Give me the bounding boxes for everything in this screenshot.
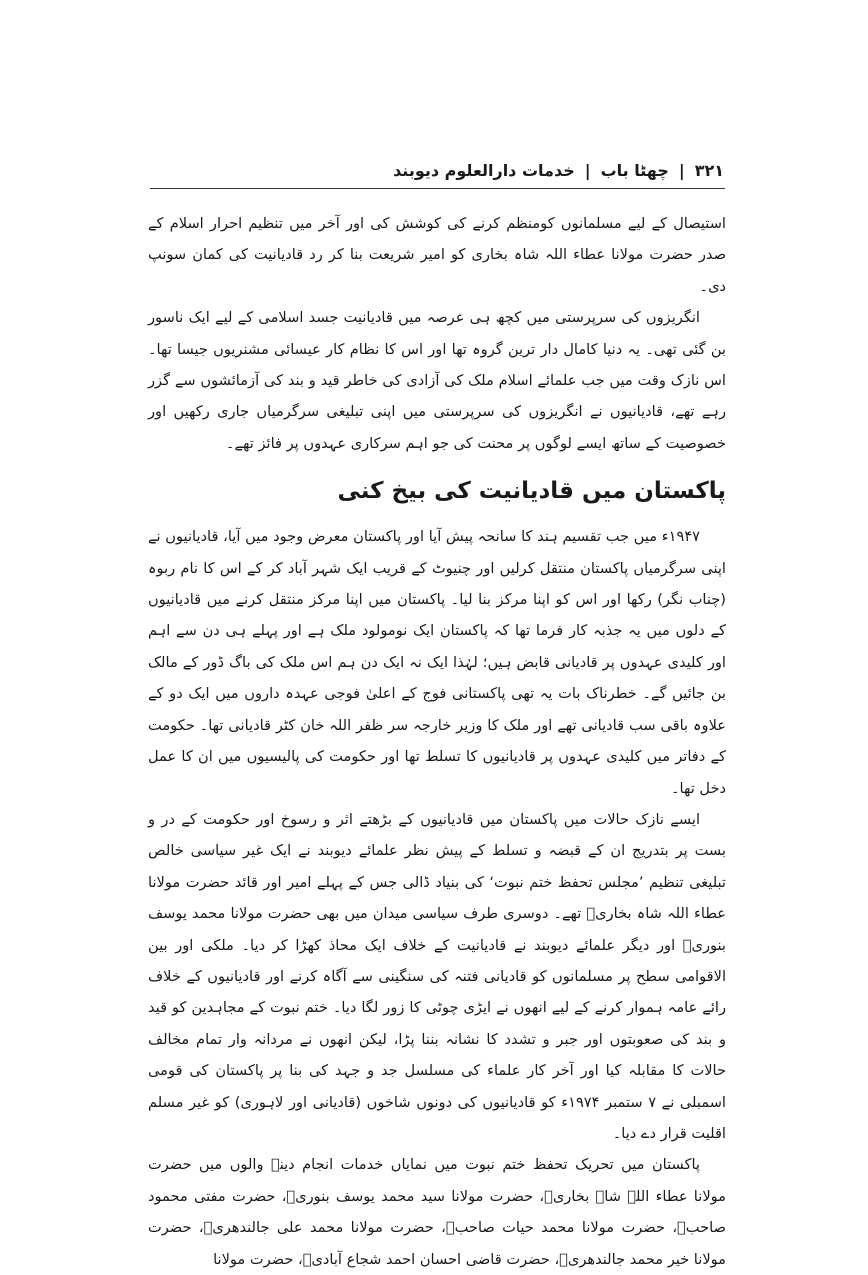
page-body	[148, 208, 726, 1275]
paragraph: انگریزوں کی سرپرستی میں کچھ ہی عرصہ میں قادیانیت جسد اسلامی کے لیے ایک ناسور بن گئی تھی۔ یہ دنیا کامال دار ترین گروہ تھا اور اس کا نظام کار عیسائی مشنریوں جیسا تھا۔ اس نازک وقت میں جب علمائے اسلام ملک کی آزادی کی خاطر قید و بند کی آزمائشوں سے گزر رہے تھے، قادیانیوں نے انگریزوں کی سرپرستی میں اپنی تبلیغی سرگرمیاں جاری رکھیں اور خصوصیت کے ساتھ ایسے لوگوں پر محنت کی جو اہم سرکاری عہدوں پر فائز تھے۔	[148, 309, 726, 452]
header-separator: |	[584, 160, 591, 180]
header-separator: |	[678, 160, 685, 180]
paragraph: استیصال کے لیے مسلمانوں کومنظم کرنے کی کوشش کی اور آخر میں تنظیم احرار اسلام کے صدر حضرت مولانا عطاء اللہ شاہ بخاری کو امیر شریعت بنا کر رد قادیانیت کی کمان سونپ دی۔	[148, 215, 726, 295]
running-header	[150, 152, 724, 188]
chapter-label: چھٹا باب	[600, 160, 669, 180]
header-rule	[150, 188, 725, 189]
page-number: ۳۲۱	[694, 160, 724, 180]
book-title: خدمات دارالعلوم دیوبند	[393, 160, 575, 180]
paragraph: پاکستان میں تحریک تحفظ ختم نبوت میں نمایاں خدمات انجام دینے والوں میں حضرت مولانا عطاء اللہ شاہ بخاریؒ، حضرت مولانا سید محمد یوسف بنوریؒ، حضرت مفتی محمود صاحبؒ، حضرت مولانا محمد حیات صاحبؒ، حضرت مولانا محمد علی جالندھریؒ، حضرت مولانا خیر محمد جالندھریؒ، حضرت قاضی احسان احمد شجاع آبادیؒ، حضرت مولانا	[148, 1156, 726, 1268]
section-heading: پاکستان میں قادیانیت کی بیخ کنی	[337, 478, 726, 505]
paragraph: ایسے نازک حالات میں پاکستان میں قادیانیوں کے بڑھتے اثر و رسوخ اور حکومت کے در و بست پر بتدریج ان کے قبضہ و تسلط کے پیش نظر علمائے دیوبند نے ایک غیر سیاسی خالص تبلیغی تنظیم ’مجلس تحفظ ختم نبوت‘ کی بنیاد ڈالی جس کے پہلے امیر اور قائد حضرت مولانا عطاء اللہ شاہ بخاریؒ تھے۔ دوسری طرف سیاسی میدان میں بھی حضرت مولانا محمد یوسف بنوریؒ اور دیگر علمائے دیوبند نے قادیانیت کے خلاف ایک محاذ کھڑا کر دیا۔ ملکی اور بین الاقوامی سطح پر مسلمانوں کو قادیانی فتنہ کی سنگینی سے آگاہ کرنے اور قادیانیوں کے خلاف رائے عامہ ہموار کرنے کے لیے انھوں نے ایڑی چوٹی کا زور لگا دیا۔ ختم نبوت کے مجاہدین کو قید و بند کی صعوبتوں اور جبر و تشدد کا نشانہ بننا پڑا، لیکن انھوں نے مردانہ وار تمام مخالف حالات کا مقابلہ کیا اور آخر کار علماء کی مسلسل جد و جہد کی بنا پر پاکستان کی قومی اسمبلی نے ۷ ستمبر ۱۹۷۴ء کو قادیانیوں کی دونوں شاخوں (قادیانی اور لاہوری) کو غیر مسلم اقلیت قرار دے دیا۔	[148, 810, 726, 1142]
paragraph: ۱۹۴۷ء میں جب تقسیم ہند کا سانحہ پیش آیا اور پاکستان معرض وجود میں آیا، قادیانیوں نے اپنی سرگرمیاں پاکستان منتقل کرلیں اور چنیوٹ کے قریب ایک شہر آباد کر کے اس کا نام ربوہ (چناب نگر) رکھا اور اس کو اپنا مرکز بنا لیا۔ پاکستان میں اپنا مرکز منتقل کرنے میں قادیانیوں کے دلوں میں یہ جذبہ کار فرما تھا کہ پاکستان ایک نومولود ملک ہے اور پہلے ہی دن سے اہم اور کلیدی عہدوں پر قادیانی قابض ہیں؛ لہٰذا ایک نہ ایک دن ہم اس ملک کی باگ ڈور کے مالک بن جائیں گے۔ خطرناک بات یہ تھی پاکستانی فوج کے اعلیٰ فوجی عہدہ داروں میں ایک دو کے علاوہ باقی سب قادیانی تھے اور ملک کا وزیر خارجہ سر ظفر اللہ خان کٹر قادیانی تھا۔ حکومت کے دفاتر میں کلیدی عہدوں پر قادیانیوں کا تسلط تھا اور حکومت کی پالیسیوں میں ان کا عمل دخل تھا۔	[148, 528, 726, 797]
